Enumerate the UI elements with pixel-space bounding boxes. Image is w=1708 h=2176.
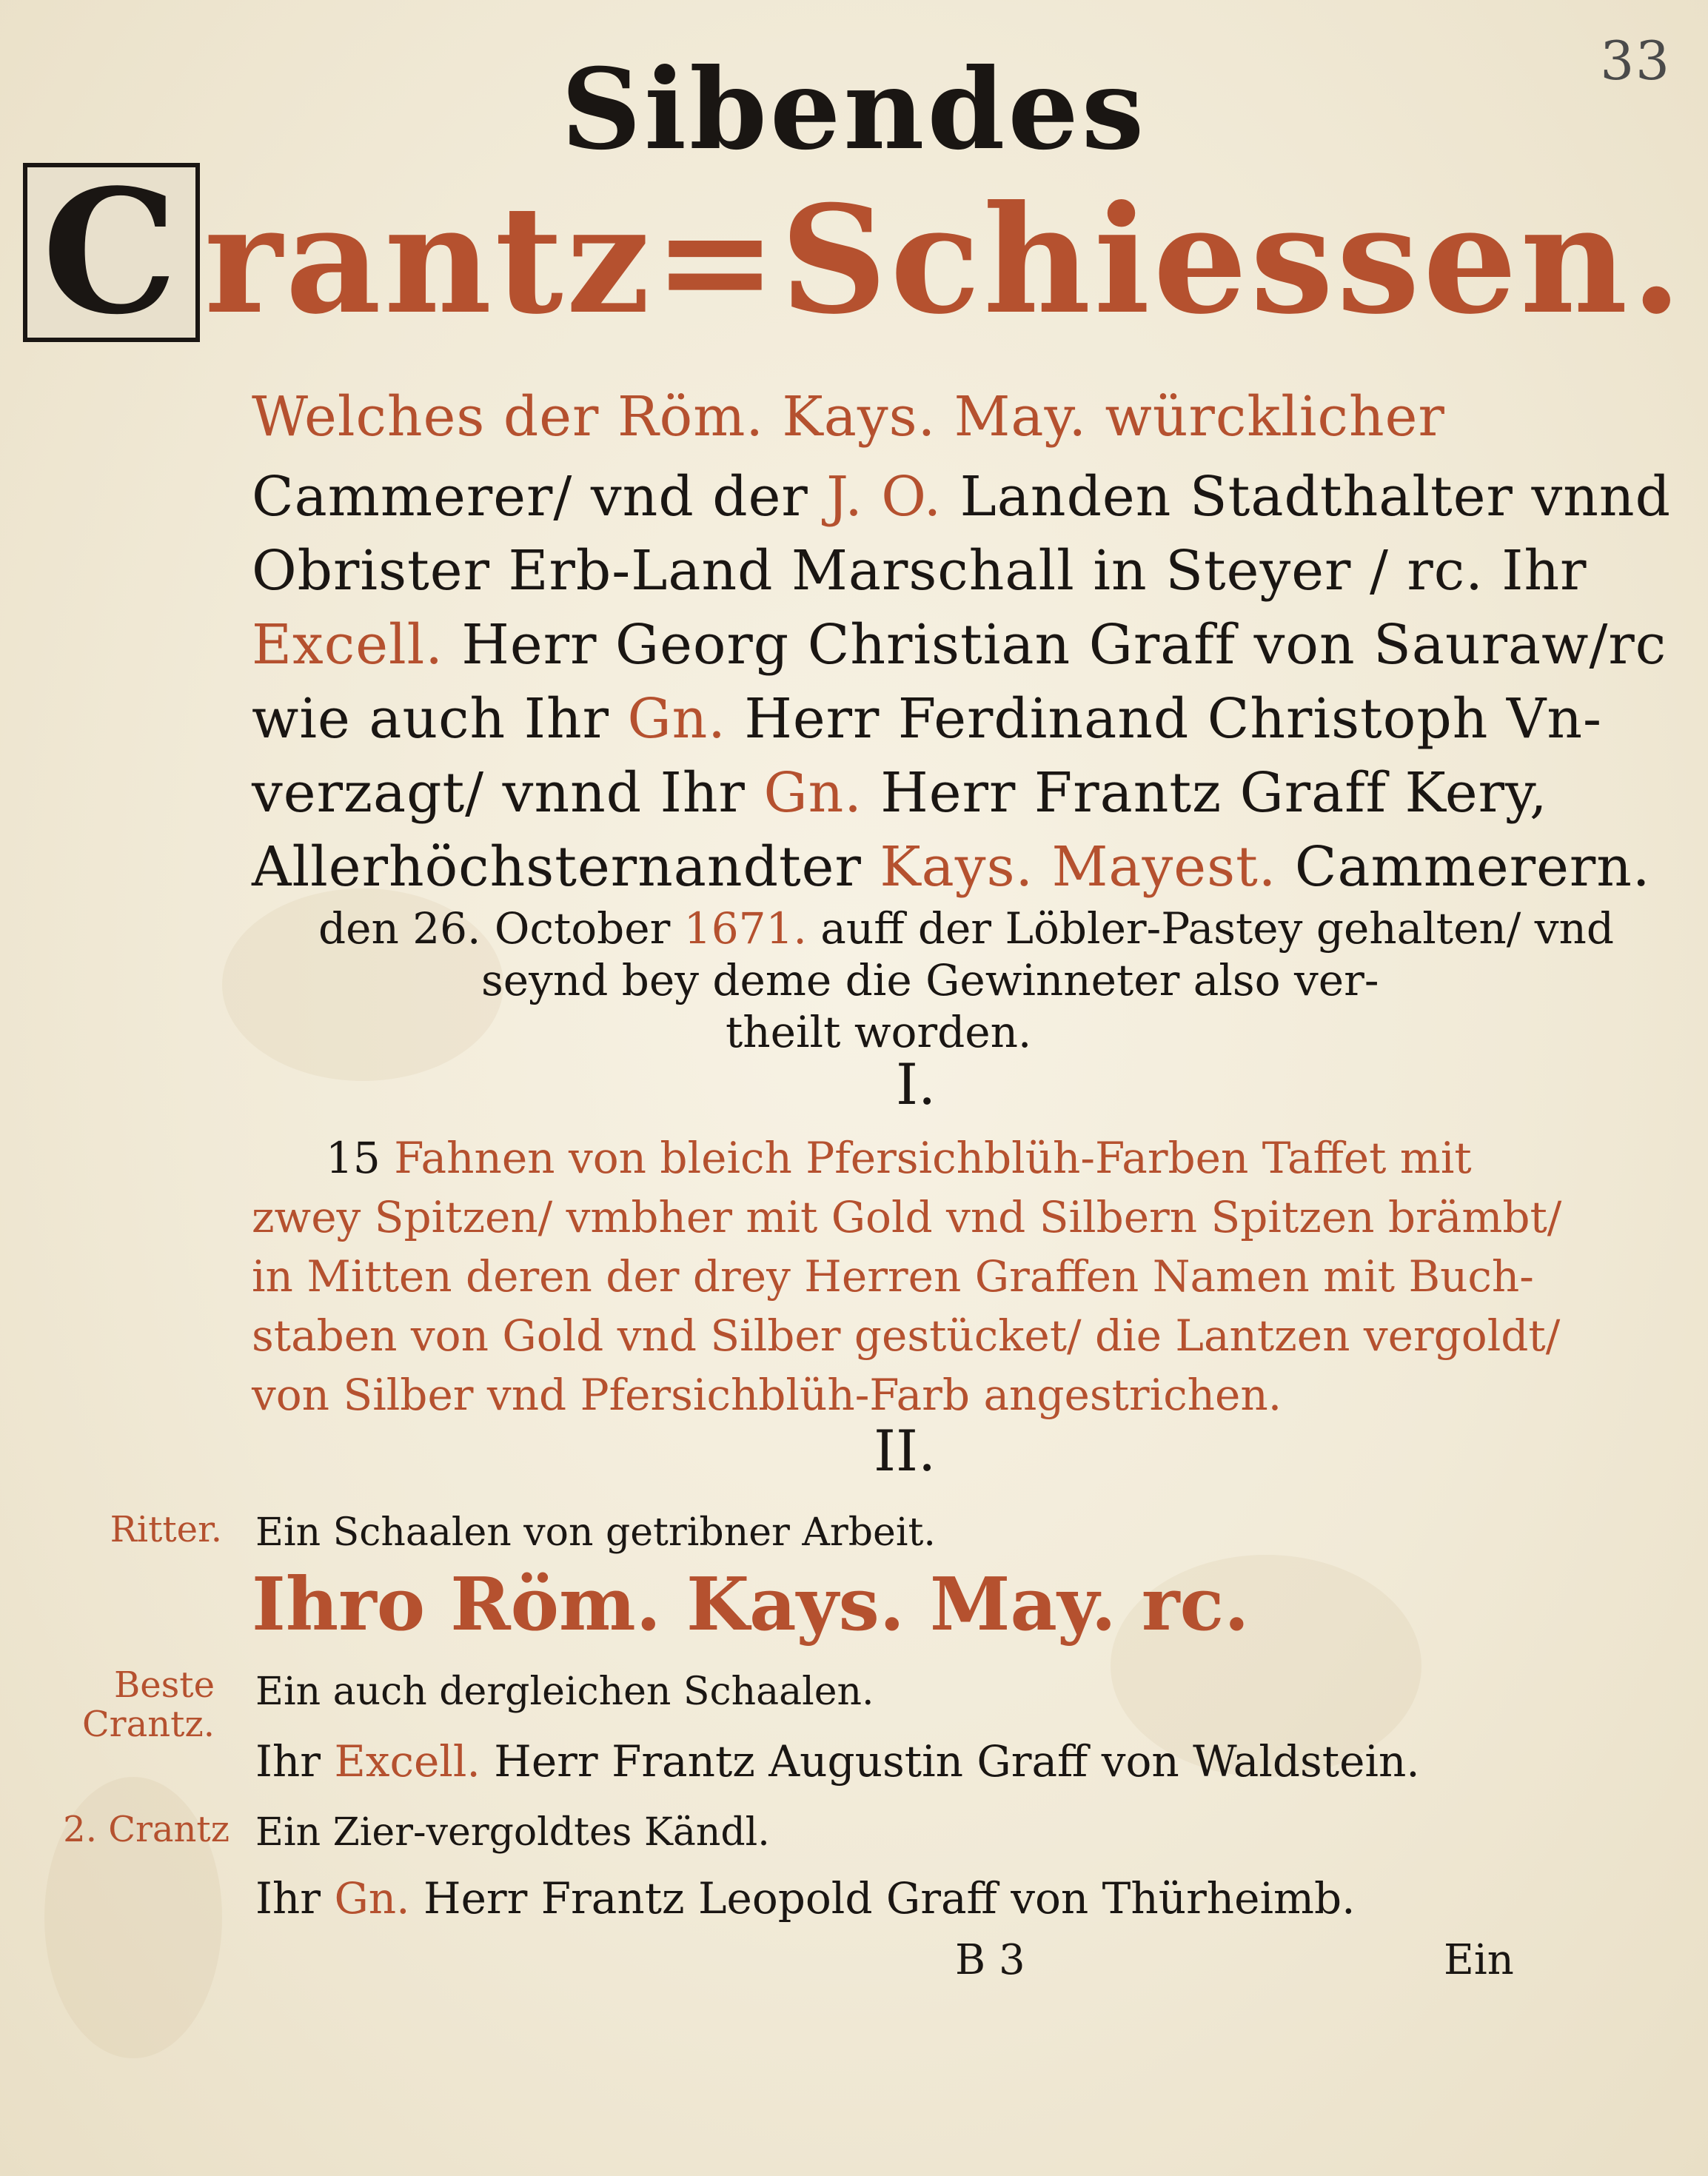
- text-line-2-b: J. O.: [826, 465, 942, 529]
- catchword: Ein: [1444, 1936, 1514, 1984]
- decorated-initial: C: [23, 163, 200, 342]
- prize-item-2: Ein auch dergleichen Schaalen.: [255, 1670, 874, 1714]
- text-line-10: theilt worden.: [726, 1007, 1032, 1057]
- text-line-6-a: verzagt/ vnnd Ihr: [252, 761, 764, 825]
- text-line-7-c: Cammerern.: [1276, 835, 1651, 899]
- section1-count: 15: [326, 1133, 381, 1183]
- text-line-5-a: wie auch Ihr: [252, 687, 628, 751]
- winner-heading: Ihro Röm. Kays. May. rc.: [252, 1562, 1250, 1647]
- section1-line-3: in Mitten deren der drey Herren Graffen Namen mit Buch-: [252, 1251, 1534, 1302]
- margin-note-ritter: Ritter.: [110, 1509, 222, 1550]
- text-line-7: [252, 835, 1650, 899]
- text-line-5-b: Gn.: [627, 687, 726, 751]
- section1-line-5: von Silber vnd Pfersichblüh-Farb angestrichen.: [252, 1370, 1282, 1420]
- text-line-6-b: Gn.: [763, 761, 863, 825]
- section1-line-4: staben von Gold vnd Silber gestücket/ die Lantzen vergoldt/: [252, 1310, 1561, 1361]
- text-line-3: Obrister Erb-Land Marschall in Steyer / rc. Ihr: [252, 539, 1587, 603]
- text-line-7-a: Allerhöchsternandter: [252, 835, 880, 899]
- text-line-4-b: Herr Georg Christian Graff von Sauraw/rc: [443, 613, 1667, 677]
- text-line-5: [252, 687, 1602, 751]
- section-numeral-2: II.: [874, 1418, 937, 1484]
- text-line-9: seynd bey deme die Gewinneter also ver-: [481, 955, 1379, 1005]
- text-line-4-a: Excell.: [252, 613, 443, 677]
- text-line-8-a: den 26. October: [318, 903, 684, 954]
- text-line-2-c: Landen Stadthalter vnnd: [942, 465, 1671, 529]
- winner-3-c: Herr Frantz Leopold Graff von Thürheimb.: [409, 1873, 1356, 1924]
- text-line-5-c: Herr Ferdinand Christoph Vn-: [726, 687, 1603, 751]
- winner-3: [255, 1873, 1356, 1924]
- signature-mark: B 3: [955, 1936, 1025, 1984]
- winner-2-b: Excell.: [334, 1736, 480, 1787]
- winner-3-a: Ihr: [255, 1873, 335, 1924]
- text-line-6-c: Herr Frantz Graff Kery,: [862, 761, 1548, 825]
- text-line-2-a: Cammerer/ vnd der: [252, 465, 827, 529]
- text-line-8: [318, 903, 1614, 954]
- margin-note-beste-crantz: Beste Crantz.: [81, 1664, 215, 1745]
- text-line-4: [252, 613, 1667, 677]
- folio-number: 33: [1600, 30, 1671, 92]
- winner-3-b: Gn.: [334, 1873, 410, 1924]
- section1-line-1: [326, 1133, 1472, 1183]
- section1-line-2: zwey Spitzen/ vmbher mit Gold vnd Silbern Spitzen brämbt/: [252, 1192, 1562, 1242]
- title-line-2: [0, 153, 1708, 352]
- section1-line-1-text: Fahnen von bleich Pfersichblüh-Farben Taffet mit: [380, 1133, 1472, 1183]
- winner-2: [255, 1736, 1420, 1787]
- title-line-2-rest: rantz=Schiessen.: [204, 173, 1686, 347]
- winner-2-a: Ihr: [255, 1736, 335, 1787]
- text-line-6: [252, 761, 1547, 825]
- title-line-1: Sibendes: [560, 44, 1148, 175]
- text-line-8-c: auff der Löbler-Pastey gehalten/ vnd: [806, 903, 1614, 954]
- text-line-1: Welches der Röm. Kays. May. würcklicher: [252, 385, 1445, 449]
- prize-item-1: Ein Schaalen von getribner Arbeit.: [255, 1510, 936, 1555]
- winner-2-c: Herr Frantz Augustin Graff von Waldstein.: [480, 1736, 1420, 1787]
- text-line-7-b: Kays. Mayest.: [880, 835, 1277, 899]
- prize-item-3: Ein Zier-vergoldtes Kändl.: [255, 1810, 770, 1855]
- text-line-2: [252, 465, 1671, 529]
- margin-note-2-crantz: 2. Crantz: [63, 1809, 230, 1850]
- section-numeral-1: I.: [896, 1051, 937, 1117]
- text-line-8-b: 1671.: [683, 903, 807, 954]
